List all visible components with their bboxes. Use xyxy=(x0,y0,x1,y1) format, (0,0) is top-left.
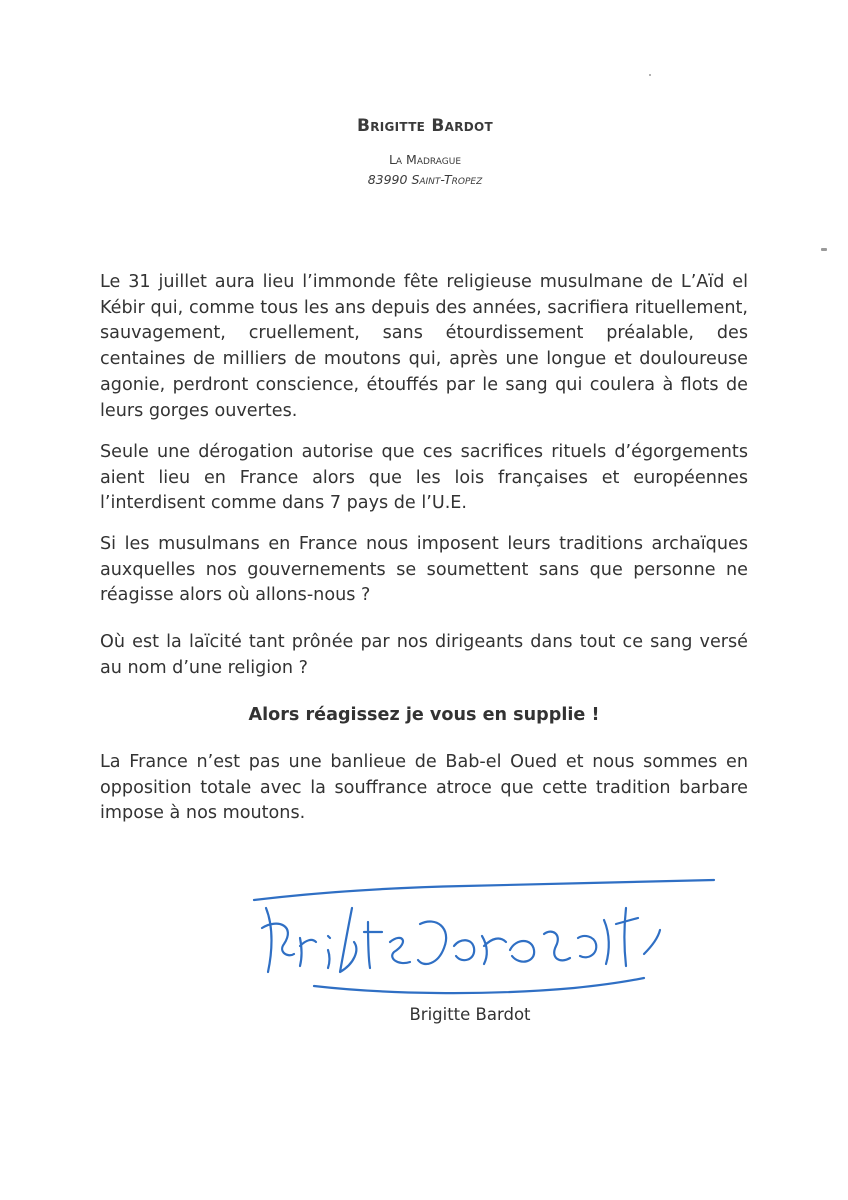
paragraph-aid-el-kebir: Le 31 juillet aura lieu l’immonde fête religieuse musulmane de L’Aïd el Kébir qui, comme tous les ans depuis des années, sacrifiera rituellement, sauvagement, cruellement, sans étourdissement préalable, des centaines de milliers de moutons qui, après une longue et douloureuse agonie, perdront conscience, étouffés par le sang qui coulera à flots de leurs gorges ouvertes. xyxy=(100,272,748,421)
letterhead-name: Brigitte Bardot xyxy=(356,116,494,136)
appeal-heading: Alors réagissez je vous en supplie ! xyxy=(248,705,600,725)
signature-printed-name: Brigitte Bardot xyxy=(409,1005,531,1024)
paragraph-laicite: Où est la laïcité tant prônée par nos dirigeants dans tout ce sang versé au nom d’une religion ? xyxy=(100,632,748,678)
scan-speck xyxy=(821,248,827,251)
paragraph-derogation: Seule une dérogation autorise que ces sacrifices rituels d’égorgements aient lieu en France alors que les lois françaises et européennes l’interdisent comme dans 7 pays de l’U.E. xyxy=(100,442,748,514)
paragraph-bab-el-oued: La France n’est pas une banlieue de Bab-el Oued et nous sommes en opposition totale avec la souffrance atroce que cette tradition barbare impose à nos moutons. xyxy=(100,752,748,824)
letterhead-address-line1: La Madrague xyxy=(388,152,462,167)
scan-speck xyxy=(649,74,651,76)
letterhead-address-line2: 83990 Saint-Tropez xyxy=(367,172,483,187)
handwritten-signature xyxy=(244,868,724,998)
letterhead xyxy=(300,116,550,187)
paragraph-traditions: Si les musulmans en France nous imposent leurs traditions archaïques auxquelles nos gouvernements se soumettent sans que personne ne réagisse alors où allons-nous ? xyxy=(100,534,748,606)
